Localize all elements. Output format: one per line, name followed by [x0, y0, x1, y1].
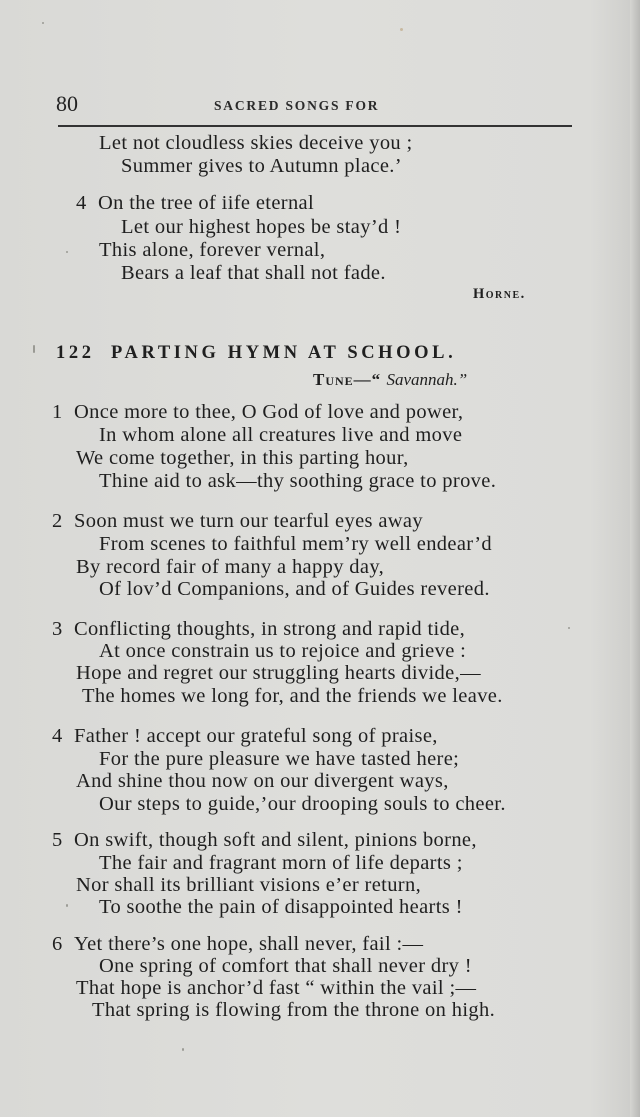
verse-line: The fair and fragrant morn of life departs ;	[99, 852, 463, 874]
verse-text: Soon must we turn our tearful eyes away	[74, 510, 423, 532]
verse-line	[52, 400, 463, 424]
paper-speck	[66, 904, 68, 907]
verse-line: Bears a leaf that shall not fade.	[121, 262, 386, 284]
hymn-heading	[56, 343, 456, 364]
verse-line: Of lov’d Companions, and of Guides revered.	[99, 578, 490, 600]
continuation-line: Summer gives to Autumn place.’	[121, 155, 402, 177]
verse-line: By record fair of many a happy day,	[76, 556, 385, 578]
verse-text: Father ! accept our grateful song of praise,	[74, 725, 438, 747]
verse-line	[52, 932, 423, 956]
paper-speck	[182, 1048, 184, 1051]
verse-line: And shine thou now on our divergent ways,	[76, 770, 449, 792]
running-title: SACRED SONGS FOR	[214, 98, 380, 113]
paper-speck	[33, 345, 35, 353]
verse-line: To soothe the pain of disappointed hearts !	[99, 896, 463, 918]
author-attribution: Horne.	[473, 286, 526, 302]
verse-line	[52, 828, 477, 852]
tune-line	[313, 370, 467, 390]
verse-line: Hope and regret our struggling hearts divide,—	[76, 662, 481, 684]
verse-line: That spring is flowing from the throne on high.	[92, 999, 496, 1021]
verse-number: 5	[52, 829, 63, 851]
verse-line: Nor shall its brilliant visions e’er return,	[76, 874, 422, 896]
page-edge-shadow	[630, 0, 640, 1117]
continuation-line: Let not cloudless skies deceive you ;	[99, 132, 413, 154]
verse-line: At once constrain us to rejoice and grieve :	[99, 640, 467, 662]
hymn-title: PARTING HYMN AT SCHOOL.	[111, 343, 457, 363]
verse-line	[52, 617, 465, 641]
verse-line: Thine aid to ask—thy soothing grace to prove.	[99, 470, 497, 492]
verse-text: Yet there’s one hope, shall never, fail :—	[74, 933, 424, 955]
paper-speck	[66, 251, 68, 253]
verse-line: From scenes to faithful mem’ry well endear’d	[99, 533, 493, 555]
header-rule	[58, 125, 572, 127]
verse-text: Once more to thee, O God of love and power,	[74, 401, 464, 423]
verse-line: Our steps to guide,’our drooping souls to cheer.	[99, 793, 506, 815]
hymn-number: 122	[56, 343, 95, 363]
verse-number: 2	[52, 510, 63, 532]
verse-line: One spring of comfort that shall never dry !	[99, 955, 472, 977]
verse-line	[76, 191, 314, 215]
verse-text: On the tree of iife eternal	[98, 192, 315, 214]
verse-number: 3	[52, 618, 63, 640]
verse-line	[52, 509, 423, 533]
paper-speck	[568, 627, 570, 629]
verse-text: On swift, though soft and silent, pinions borne,	[74, 829, 477, 851]
verse-line: Let our highest hopes be stay’d !	[121, 216, 402, 238]
page-number: 80	[56, 91, 78, 116]
tune-label: Tune—“	[313, 370, 387, 389]
verse-line: We come together, in this parting hour,	[76, 447, 409, 469]
verse-number: 4	[52, 725, 63, 747]
verse-number: 1	[52, 401, 63, 423]
verse-line	[52, 724, 438, 748]
verse-line: For the pure pleasure we have tasted here;	[99, 748, 460, 770]
paper-speck	[42, 22, 44, 24]
paper-speck	[400, 28, 403, 31]
verse-number: 6	[52, 933, 63, 955]
verse-line: In whom alone all creatures live and move	[99, 424, 463, 446]
verse-text: Conflicting thoughts, in strong and rapid tide,	[74, 618, 466, 640]
verse-line: The homes we long for, and the friends we leave.	[82, 685, 503, 707]
tune-name: Savannah.”	[386, 370, 468, 389]
verse-line: This alone, forever vernal,	[99, 239, 326, 261]
verse-number: 4	[76, 192, 87, 214]
verse-line: That hope is anchor’d fast “ within the vail ;—	[76, 977, 477, 999]
